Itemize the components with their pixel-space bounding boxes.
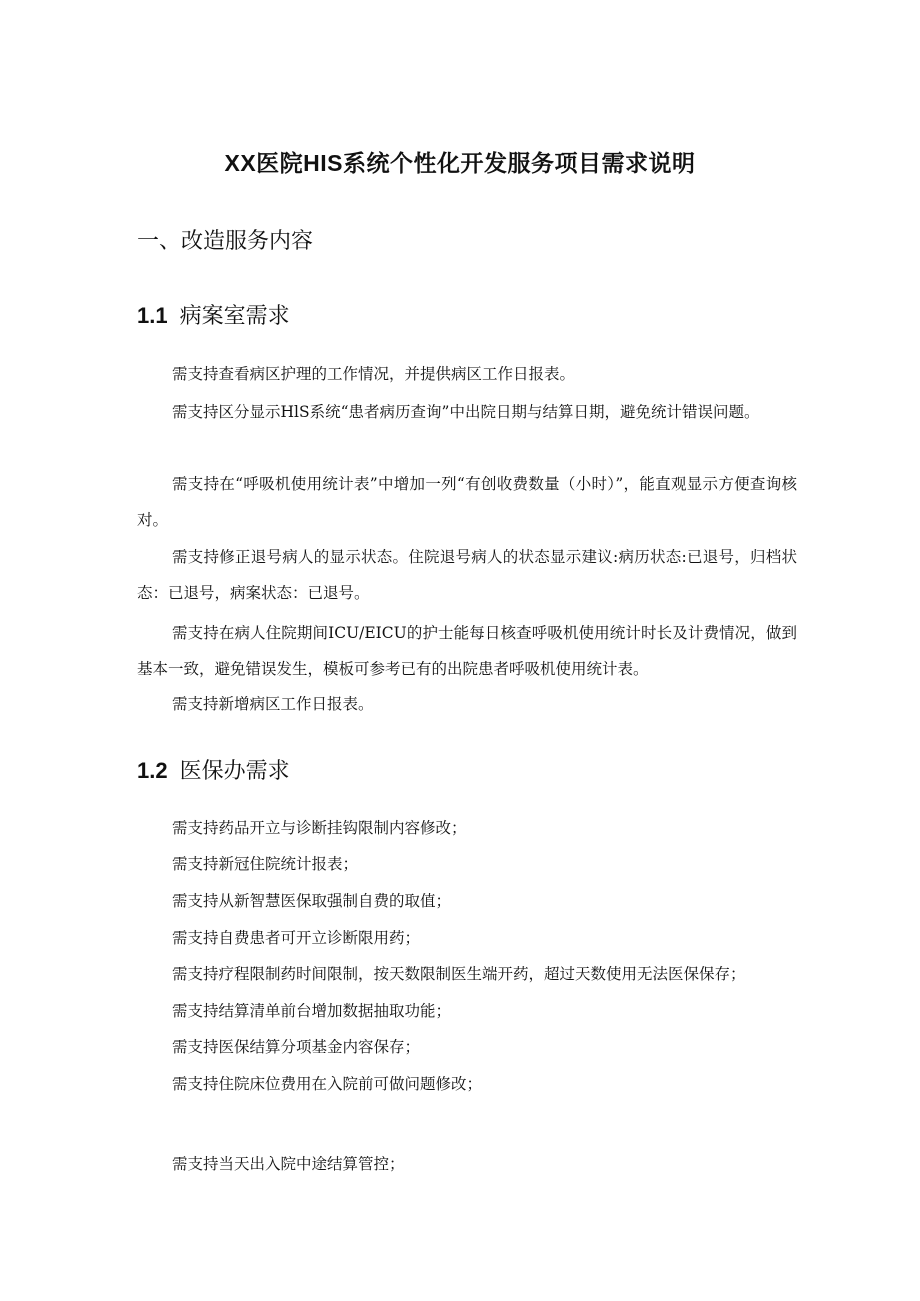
section-heading-1: 一、改造服务内容 xyxy=(137,228,314,253)
paragraph: 需支持在病人住院期间ICU/EICU的护士能每日核查呼吸机使用统计时长及计费情况，做到基本一致，避免错误发生，模板可参考已有的出院患者呼吸机使用统计表。 xyxy=(137,624,797,678)
paragraph: 需支持当天出入院中途结算管控； xyxy=(172,1155,405,1173)
subsection-heading-1-2 xyxy=(137,756,290,786)
subsection-number: 1.1 xyxy=(137,303,168,328)
paragraph: 需支持从新智慧医保取强制自费的取值； xyxy=(172,892,452,910)
paragraph: 需支持药品开立与诊断挂钩限制内容修改； xyxy=(172,819,467,837)
paragraph: 需支持自费患者可开立诊断限用药； xyxy=(172,929,421,947)
paragraph: 需支持新增病区工作日报表。 xyxy=(172,695,374,713)
paragraph: 需支持区分显示HlS系统“患者病历查询”中出院日期与结算日期，避免统计错误问题。 xyxy=(172,403,760,421)
subsection-heading-1-1 xyxy=(137,301,290,331)
subsection-label: 医保办需求 xyxy=(179,758,290,783)
paragraph: 需支持医保结算分项基金内容保存； xyxy=(172,1038,421,1056)
paragraph: 需支持新冠住院统计报表； xyxy=(172,855,359,873)
document-title: XX医院HIS系统个性化开发服务项目需求说明 xyxy=(224,150,696,176)
subsection-number: 1.2 xyxy=(137,758,168,783)
paragraph: 需支持查看病区护理的工作情况，并提供病区工作日报表。 xyxy=(172,365,576,383)
paragraph: 需支持住院床位费用在入院前可做问题修改； xyxy=(172,1075,483,1093)
paragraph: 需支持疗程限制药时间限制，按天数限制医生端开药，超过天数使用无法医保保存； xyxy=(172,965,746,983)
subsection-label: 病案室需求 xyxy=(179,303,290,328)
paragraph: 需支持结算清单前台增加数据抽取功能； xyxy=(172,1002,452,1020)
paragraph: 需支持修正退号病人的显示状态。住院退号病人的状态显示建议:病历状态:已退号，归档状态：已退号，病案状态：已退号。 xyxy=(137,548,797,602)
paragraph: 需支持在“呼吸机使用统计表”中增加一列“有创收费数量（小时）”，能直观显示方便查询核对。 xyxy=(137,475,797,529)
